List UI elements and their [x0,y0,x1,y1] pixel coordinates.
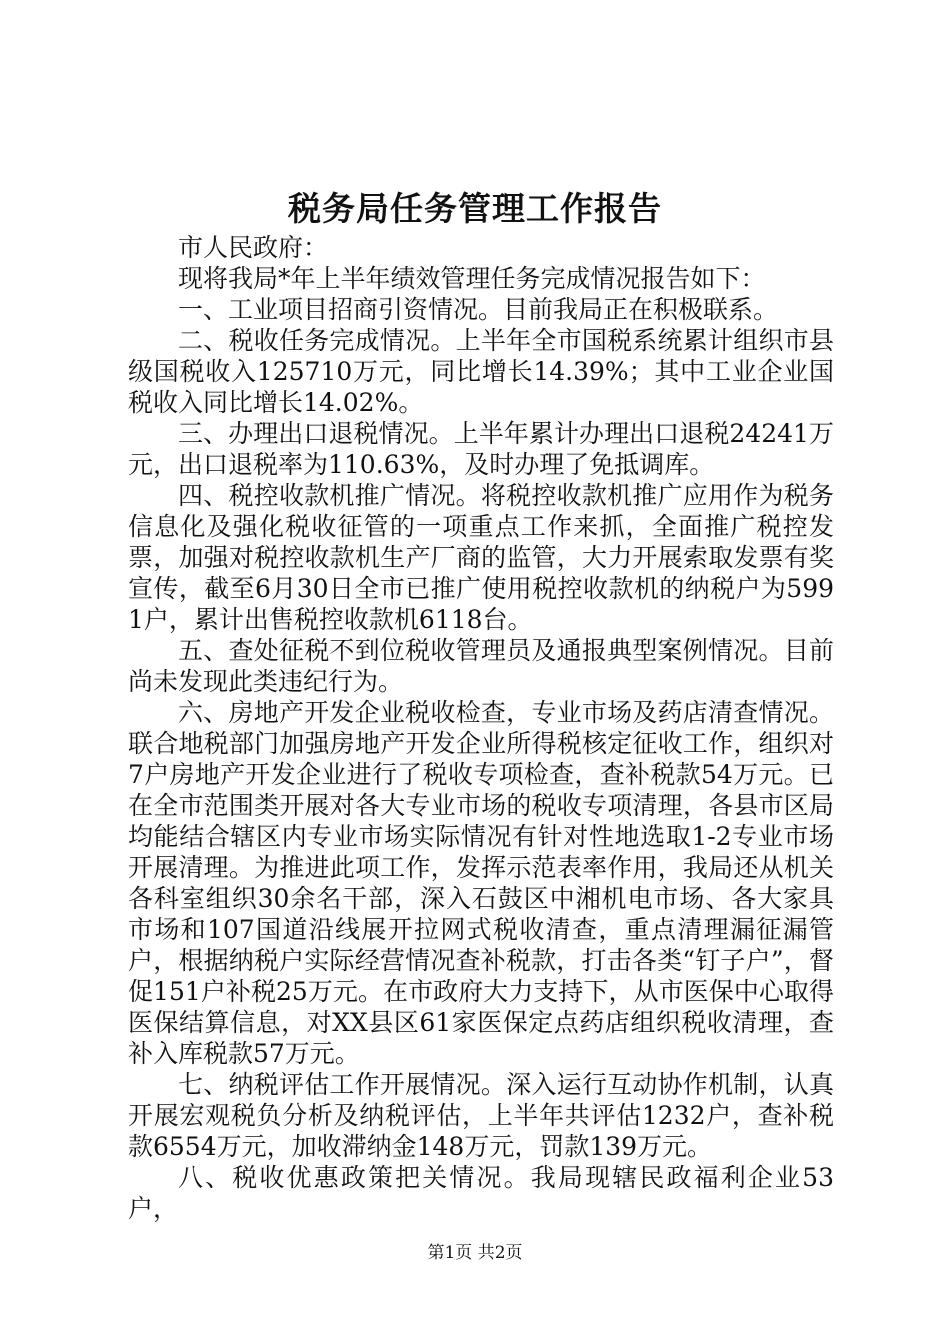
intro-paragraph: 现将我局*年上半年绩效管理任务完成情况报告如下： [178,264,766,293]
section-5-paragraph: 五、查处征税不到位税收管理员及通报典型案例情况。目前尚未发现此类违纪行为。 [128,636,834,696]
section-7-paragraph: 七、纳税评估工作开展情况。深入运行互动协作机制，认真开展宏观税负分析及纳税评估，上半年共评估1232户，查补税款6554万元，加收滞纳金148万元，罚款139万元。 [128,1070,834,1161]
document-body [128,232,834,1224]
section-2-paragraph: 二、税收任务完成情况。上半年全市国税系统累计组织市县级国税收入125710万元，同比增长14.39%；其中工业企业国税收入同比增长14.02%。 [128,326,834,417]
section-6-paragraph: 六、房地产开发企业税收检查，专业市场及药店清查情况。联合地税部门加强房地产开发企业所得税核定征收工作，组织对7户房地产开发企业进行了税收专项检查，查补税款54万元。已在全市范围类开展对各大专业市场的税收专项清理，各县市区局均能结合辖区内专业市场实际情况有针对性地选取1-2专业市场开展清理。为推进此项工作，发挥示范表率作用，我局还从机关各科室组织30余名干部，深入石鼓区中湘机电市场、各大家具市场和107国道沿线展开拉网式税收清查，重点清理漏征漏管户，根据纳税户实际经营情况查补税款，打击各类“钉子户”，督促151户补税25万元。在市政府大力支持下，从市医保中心取得医保结算信息，对XX县区61家医保定点药店组织税收清理，查补入库税款57万元。 [128,698,834,1068]
salutation: 市人民政府： [178,233,329,262]
section-1-paragraph: 一、工业项目招商引资情况。目前我局正在积极联系。 [178,295,779,324]
section-4-paragraph: 四、税控收款机推广情况。将税控收款机推广应用作为税务信息化及强化税收征管的一项重点工作来抓，全面推广税控发票，加强对税控收款机生产厂商的监管，大力开展索取发票有奖宣传，截至6月30日全市已推广使用税控收款机的纳税户为5991户，累计出售税控收款机6118台。 [128,481,834,634]
section-3-paragraph: 三、办理出口退税情况。上半年累计办理出口退税24241万元，出口退税率为110.63%，及时办理了免抵调库。 [128,419,834,479]
document-title: 税务局任务管理工作报告 [288,189,662,228]
page-number-footer: 第1页 共2页 [427,1243,523,1263]
section-8-paragraph: 八、税收优惠政策把关情况。我局现辖民政福利企业53户， [128,1163,834,1223]
